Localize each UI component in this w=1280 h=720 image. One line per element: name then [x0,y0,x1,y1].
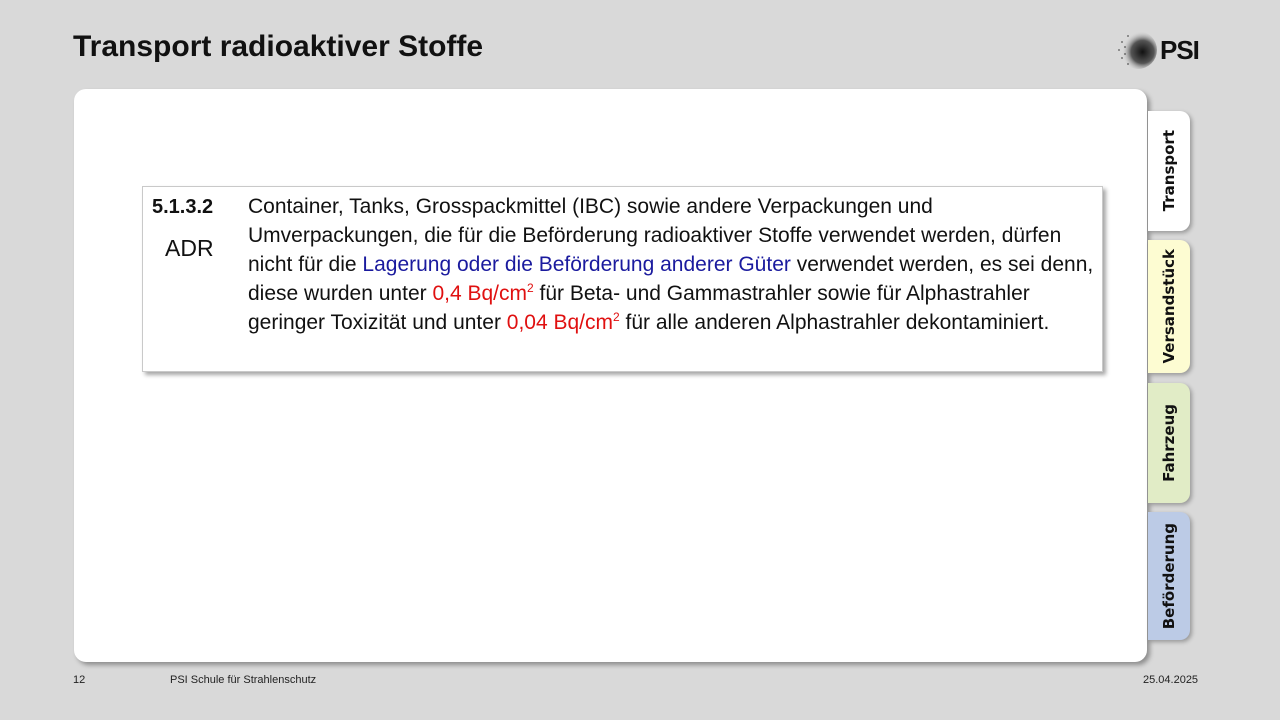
tab-befoerderung[interactable] [1148,512,1190,640]
limit-alpha [507,311,620,334]
rule-text-part: für alle anderen Alphastrahler dekontaminiert. [619,311,1050,334]
rule-text-part: für Beta- und Gammastrahler sowie für Alphastrahler geringer Toxizität und unter [248,282,1030,334]
footer-school: PSI Schule für Strahlenschutz [170,674,317,686]
rule-text [248,192,1098,337]
page-title: Transport radioaktiver Stoffe [73,30,484,63]
page-number: 12 [73,674,86,686]
limit-value: 0,04 Bq/cm [506,311,614,334]
rule-source: ADR [165,235,214,261]
tab-fahrzeug[interactable] [1148,383,1190,503]
tab-label: Beförderung [1160,522,1178,630]
rule-text-part: Container, Tanks, Grosspackmittel (IBC) sowie andere Verpackungen und Umverpackungen, die für die Beförderung radioaktiver Stoffe verwendet werden, dürfen nicht für die [248,195,1062,276]
rule-number: 5.1.3.2 [152,196,214,218]
regulation-box [142,186,1103,372]
tab-versandstueck[interactable] [1148,240,1190,373]
psi-logo-icon [1112,30,1158,70]
limit-beta-gamma [432,282,533,305]
highlight-storage: Lagerung oder die Beförderung anderer Güter [362,253,791,276]
tab-label: Versandstück [1160,249,1178,364]
content-panel [74,89,1147,662]
limit-value: 0,4 Bq/cm [432,282,527,305]
footer-date: 25.04.2025 [1143,674,1199,686]
limit-exponent: 2 [613,310,620,324]
tab-label: Transport [1160,130,1178,212]
psi-logo [1112,30,1212,70]
rule-text-part: verwendet werden, es sei denn, diese wurden unter [248,253,1094,305]
tab-label: Fahrzeug [1160,404,1178,482]
limit-exponent: 2 [527,281,534,295]
tab-transport[interactable] [1148,111,1190,231]
logo-text: PSI [1160,35,1199,65]
